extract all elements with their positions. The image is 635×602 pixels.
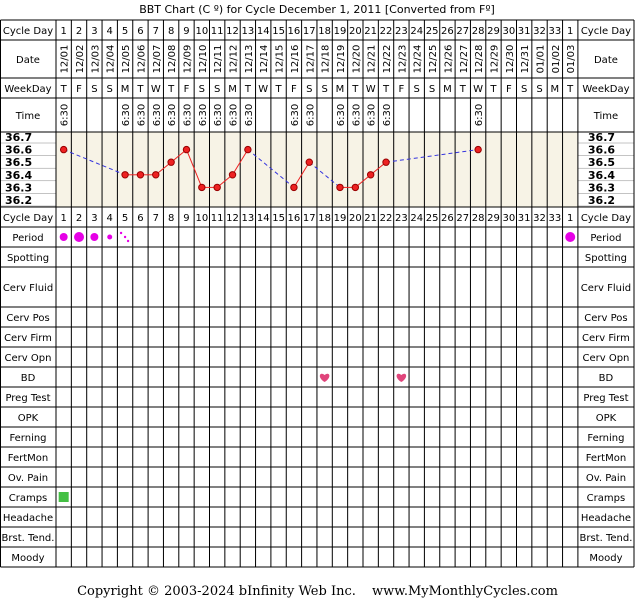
row-label-opk: OPK [17, 413, 39, 424]
y-tick-label: 36.4 [5, 168, 33, 182]
cycle-day-number: 18 [318, 26, 331, 37]
cycle-day-number-repeat: 4 [106, 213, 113, 224]
date-label: 01/03 [566, 44, 578, 74]
weekday-label: M [335, 84, 345, 95]
bbt-point [199, 184, 205, 190]
weekday-label: W [473, 84, 484, 95]
cycle-day-number: 17 [302, 26, 316, 37]
date-label: 12/02 [75, 44, 87, 74]
row-label-preg-test: Preg Test [5, 393, 51, 404]
time-label: 6:30 [151, 103, 163, 127]
weekday-label: T [244, 84, 251, 95]
period-dot [74, 232, 84, 242]
weekday-label: W [150, 84, 161, 95]
cycle-day-number-repeat: 24 [410, 213, 424, 224]
bbt-point [475, 146, 481, 152]
date-label: 12/29 [489, 44, 501, 74]
row-label-right: Ov. Pain [585, 473, 627, 484]
cycle-day-number: 19 [333, 26, 347, 37]
bd-heart-icon [397, 374, 407, 382]
y-tick-label: 36.6 [5, 143, 33, 157]
date-label: 12/23 [397, 44, 409, 74]
date-label: 12/28 [474, 44, 486, 74]
date-label: 12/03 [90, 44, 102, 74]
y-tick-label-right: 36.6 [587, 143, 616, 157]
date-label: 12/25 [428, 44, 440, 74]
weekday-label: T [352, 84, 359, 95]
cycle-day-number-repeat: 29 [487, 213, 500, 224]
cycle-day-number-repeat: 32 [533, 213, 546, 224]
row-label-cycle-day: Cycle Day [2, 213, 54, 224]
cycle-day-number-repeat: 13 [241, 213, 255, 224]
weekday-label: F [291, 84, 297, 95]
weekday-label: F [76, 84, 82, 95]
row-label-moody: Moody [11, 553, 45, 564]
bbt-point [337, 184, 343, 190]
footer [0, 584, 635, 599]
date-label: 12/30 [504, 44, 516, 74]
time-label: 6:30 [59, 103, 71, 127]
date-label: 12/27 [458, 44, 470, 74]
cycle-day-number-repeat: 1 [60, 213, 67, 224]
date-label: 12/16 [289, 44, 301, 74]
time-label: 6:30 [228, 103, 240, 127]
cycle-day-number: 10 [195, 26, 209, 37]
cycle-day-number: 9 [183, 26, 190, 37]
weekday-label: M [228, 84, 237, 95]
bbt-point [245, 146, 251, 152]
weekday-label: S [91, 84, 98, 95]
row-label-bd: BD [20, 373, 36, 384]
row-label-period: Period [12, 233, 44, 244]
cycle-day-number: 21 [364, 26, 378, 37]
bbt-point [214, 184, 220, 190]
cycle-day-number: 33 [548, 26, 562, 37]
row-label-right: Cerv Fluid [580, 283, 632, 294]
cycle-day-number: 22 [379, 26, 393, 37]
cycle-day-number-repeat: 5 [121, 213, 129, 224]
time-label: 6:30 [213, 103, 225, 127]
date-label: 12/31 [520, 44, 532, 74]
date-label: 12/14 [259, 44, 271, 74]
date-label: 01/01 [535, 44, 547, 74]
row-label-right: Ferning [587, 433, 625, 444]
cycle-day-number: 1 [60, 26, 67, 37]
weekday-label: F [183, 84, 190, 95]
date-label: 12/13 [243, 44, 255, 74]
time-label: 6:30 [182, 103, 194, 127]
time-label: 6:30 [167, 103, 179, 127]
cycle-day-number-repeat: 3 [91, 213, 98, 224]
bbt-point [137, 172, 143, 178]
bd-heart-icon [320, 374, 330, 382]
row-label-right: Cycle Day [580, 213, 632, 224]
row-label-right: Cerv Pos [584, 313, 628, 324]
cycle-day-number-repeat: 27 [456, 213, 470, 224]
label-cycle_day: Cycle Day [2, 26, 54, 37]
y-tick-label-right: 36.2 [587, 194, 616, 207]
time-label: 6:30 [305, 103, 317, 127]
weekday-label: M [443, 84, 452, 95]
row-label-right: Period [590, 233, 622, 244]
cycle-day-number: 13 [241, 26, 255, 37]
weekday-label: W [365, 84, 376, 95]
spotting-dot [124, 236, 126, 238]
time-label: 6:30 [243, 103, 255, 127]
weekday-label: S [306, 84, 313, 95]
cycle-day-number-repeat: 9 [183, 213, 190, 224]
spotting-dot [120, 232, 122, 234]
cycle-day-number: 25 [425, 26, 439, 37]
cycle-day-number-repeat: 25 [425, 213, 439, 224]
chart-title: BBT Chart (C º) for Cycle December 1, 2011 [Converted from Fº] [139, 3, 495, 16]
cycle-day-number-repeat: 11 [210, 213, 224, 224]
bbt-point [367, 172, 373, 178]
cycle-day-number: 26 [441, 26, 454, 37]
cycle-day-number-repeat: 15 [272, 213, 285, 224]
row-label-cramps: Cramps [8, 493, 48, 504]
row-label-right: Moody [589, 553, 623, 564]
bbt-point [383, 159, 389, 165]
weekday-label: T [382, 84, 390, 95]
cycle-day-number-repeat: 18 [318, 213, 331, 224]
spotting-dot [127, 240, 129, 242]
date-label: 12/07 [151, 44, 163, 74]
weekday-label: S [428, 84, 436, 95]
time-label: 6:30 [289, 103, 301, 127]
row-label-cerv-pos: Cerv Pos [6, 313, 50, 324]
cycle-day-number-repeat: 21 [364, 213, 378, 224]
cycle-day-number-repeat: 30 [502, 213, 516, 224]
row-label-ferning: Ferning [9, 433, 47, 444]
cycle-day-number: 30 [502, 26, 516, 37]
cycle-day-number: 29 [487, 26, 500, 37]
cycle-day-number: 23 [395, 26, 408, 37]
cramps-marker [59, 492, 69, 502]
row-label-headache: Headache [2, 513, 54, 524]
weekday-label: T [168, 84, 175, 95]
y-tick-label: 36.5 [5, 156, 33, 170]
bbt-point [306, 159, 312, 165]
label-weekday: WeekDay [4, 84, 52, 95]
cycle-day-number-repeat: 33 [548, 213, 562, 224]
label-date: Date [16, 55, 40, 66]
row-label-cerv-fluid: Cerv Fluid [2, 283, 54, 294]
weekday-label: T [459, 84, 466, 95]
cycle-day-number: 32 [533, 26, 546, 37]
weekday-label: S [536, 84, 543, 95]
cycle-day-number-repeat: 6 [137, 213, 144, 224]
cycle-day-number: 12 [226, 26, 239, 37]
cycle-day-number: 15 [272, 26, 285, 37]
y-tick-label-right: 36.3 [587, 181, 616, 195]
date-label: 12/06 [136, 44, 148, 74]
weekday-label: W [258, 84, 269, 95]
cycle-day-number: 20 [348, 26, 362, 37]
period-dot [90, 233, 98, 241]
cycle-day-number-repeat: 20 [348, 213, 362, 224]
cycle-day-number-repeat: 14 [256, 213, 270, 224]
row-label-right: Cerv Opn [582, 353, 630, 364]
weekday-label: T [567, 84, 574, 95]
row-label-right: Preg Test [583, 393, 629, 404]
cycle-day-number: 7 [152, 26, 159, 37]
label-cycle_day-right: Cycle Day [580, 26, 632, 37]
weekday-label: F [505, 84, 512, 95]
weekday-label: T [60, 84, 67, 95]
weekday-label: S [321, 84, 328, 95]
cycle-day-number-repeat: 8 [167, 213, 175, 224]
period-dot [107, 235, 112, 240]
row-label-right: OPK [595, 413, 617, 424]
label-date-right: Date [593, 55, 618, 66]
date-label: 12/10 [197, 44, 209, 74]
bbt-point [352, 184, 358, 190]
weekday-label: S [413, 84, 420, 95]
cycle-day-number: 1 [567, 26, 574, 37]
cycle-day-number: 31 [517, 26, 531, 37]
cycle-day-number-repeat: 23 [395, 213, 408, 224]
y-tick-label-right: 36.7 [587, 131, 616, 144]
cycle-day-number: 2 [75, 26, 83, 37]
date-label: 12/04 [105, 44, 117, 74]
cycle-day-number-repeat: 17 [302, 213, 316, 224]
cycle-day-number: 11 [210, 26, 224, 37]
period-dot [565, 232, 575, 242]
cycle-day-number: 8 [167, 26, 175, 37]
cycle-day-number: 3 [91, 26, 98, 37]
y-tick-label: 36.3 [5, 181, 33, 195]
bbt-point [153, 172, 159, 178]
cycle-day-number-repeat: 22 [379, 213, 393, 224]
period-dot [60, 233, 68, 241]
y-tick-label-right: 36.5 [587, 156, 616, 170]
weekday-label: S [213, 84, 221, 95]
row-label-ov-pain: Ov. Pain [7, 473, 49, 484]
date-label: 12/01 [59, 44, 71, 74]
row-label-fertmon: FertMon [7, 453, 49, 464]
y-tick-label-right: 36.4 [587, 168, 616, 182]
y-tick-label: 36.7 [5, 131, 33, 144]
row-label-brst-tend-: Brst. Tend. [1, 533, 55, 544]
date-label: 12/12 [228, 44, 240, 74]
bbt-point [229, 172, 235, 178]
time-label: 6:30 [121, 103, 133, 127]
date-label: 12/26 [443, 44, 455, 74]
cycle-day-number-repeat: 7 [152, 213, 159, 224]
date-label: 01/02 [550, 44, 562, 74]
weekday-label: T [490, 84, 497, 95]
date-label: 12/21 [366, 44, 378, 74]
time-label: 6:30 [136, 103, 148, 127]
row-label-spotting: Spotting [6, 253, 50, 264]
date-label: 12/09 [182, 44, 194, 74]
cycle-day-number-repeat: 1 [567, 213, 574, 224]
time-label: 6:30 [366, 103, 378, 127]
cycle-day-number: 14 [256, 26, 270, 37]
date-label: 12/22 [382, 44, 394, 74]
cycle-day-number: 4 [106, 26, 113, 37]
weekday-label: S [198, 84, 206, 95]
cycle-day-number-repeat: 12 [226, 213, 239, 224]
label-time-right: Time [593, 111, 619, 122]
cycle-day-number-repeat: 2 [75, 213, 83, 224]
cycle-day-number: 28 [471, 26, 485, 37]
time-label: 6:30 [382, 103, 394, 127]
bbt-point [168, 159, 174, 165]
weekday-label: T [137, 84, 144, 95]
weekday-label: M [550, 84, 560, 95]
date-label: 12/24 [412, 44, 424, 74]
row-label-right: BD [598, 373, 614, 384]
cycle-day-number: 6 [137, 26, 144, 37]
cycle-day-number-repeat: 28 [471, 213, 485, 224]
cycle-day-number: 5 [121, 26, 129, 37]
weekday-label: F [398, 84, 405, 95]
date-label: 12/17 [305, 44, 317, 74]
weekday-label: T [275, 84, 282, 95]
date-label: 12/20 [351, 44, 363, 74]
cycle-day-number-repeat: 31 [517, 213, 531, 224]
date-label: 12/08 [167, 44, 179, 74]
date-label: 12/18 [320, 44, 332, 74]
row-label-right: Spotting [584, 253, 628, 264]
y-tick-label: 36.2 [5, 194, 33, 207]
cycle-day-number-repeat: 26 [441, 213, 454, 224]
date-label: 12/05 [121, 44, 133, 74]
bbt-point [183, 146, 189, 152]
row-label-right: Cramps [586, 493, 626, 504]
time-label: 6:30 [351, 103, 363, 127]
time-label: 6:30 [474, 103, 486, 127]
label-weekday-right: WeekDay [582, 84, 630, 95]
row-label-right: Cerv Firm [582, 333, 630, 344]
date-label: 12/15 [274, 44, 286, 74]
cycle-day-number: 16 [287, 26, 301, 37]
date-label: 12/19 [335, 44, 347, 74]
bbt-point [60, 146, 66, 152]
time-label: 6:30 [197, 103, 209, 127]
weekday-label: S [520, 84, 528, 95]
cycle-day-number-repeat: 19 [333, 213, 347, 224]
date-label: 12/11 [213, 44, 225, 74]
row-label-right: FertMon [585, 453, 627, 464]
row-label-right: Headache [580, 513, 632, 524]
cycle-day-number-repeat: 16 [287, 213, 301, 224]
row-label-right: Brst. Tend. [579, 533, 633, 544]
copyright-text: Copyright © 2003-2024 bInfinity Web Inc. [77, 584, 356, 599]
bbt-point [122, 172, 128, 178]
cycle-day-number: 27 [456, 26, 470, 37]
row-label-cerv-firm: Cerv Firm [4, 333, 52, 344]
cycle-day-number-repeat: 10 [195, 213, 209, 224]
label-time: Time [15, 111, 41, 122]
weekday-label: S [106, 84, 113, 95]
time-label: 6:30 [335, 103, 347, 127]
site-link[interactable]: www.MyMonthlyCycles.com [372, 584, 558, 599]
weekday-label: M [120, 84, 130, 95]
cycle-day-number: 24 [410, 26, 424, 37]
row-label-cerv-opn: Cerv Opn [4, 353, 52, 364]
bbt-point [291, 184, 297, 190]
